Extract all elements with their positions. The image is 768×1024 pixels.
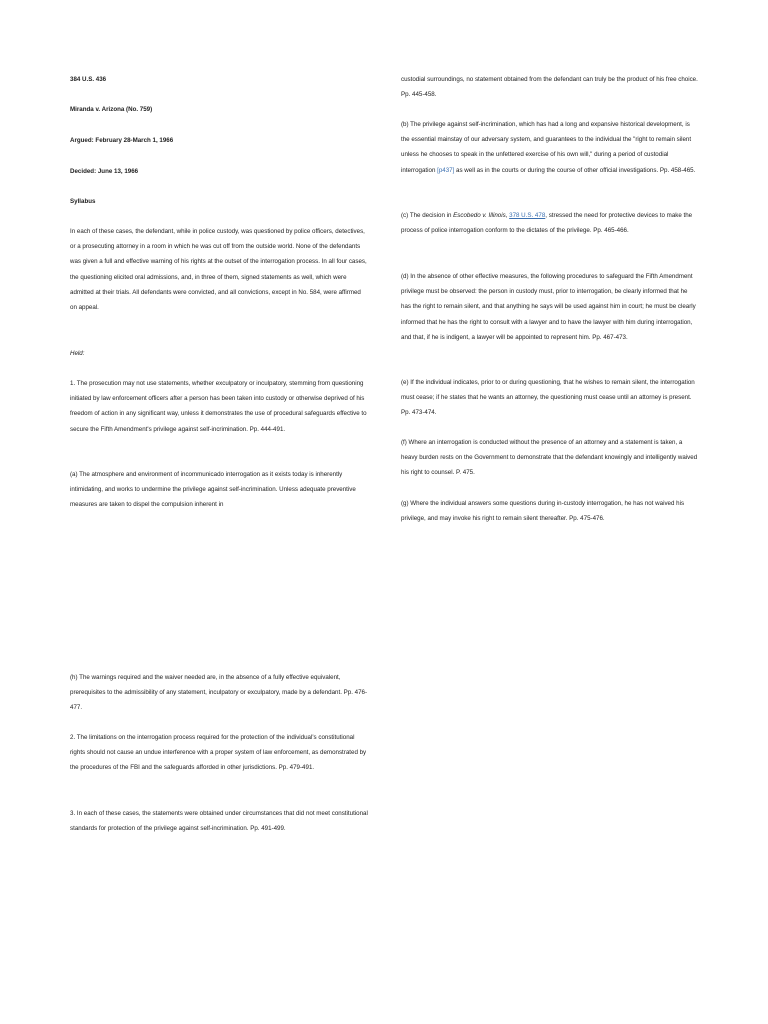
- point-d: (d) In the absence of other effective measures, the following procedures to safeguard the Fifth Amendment privilege must be observed: the person in custody must, prior to interrogation, be clearly informed that he has the right to remain silent, and that anything he says will be used against him in court; he must be clearly informed that he has the right to consult with a lawyer and to have the lawyer with him during interrogation, and that, if he is indigent, a lawyer will be appointed to represent him. Pp. 467-473.: [401, 273, 696, 341]
- argued-date: Argued: February 28-March 1, 1966: [70, 137, 174, 144]
- point-a-part2: custodial surroundings, no statement obtained from the defendant can truly be the product of his free choice. Pp. 445-458.: [401, 76, 698, 99]
- point-c: [401, 208, 699, 238]
- point-2: 2. The limitations on the interrogation process required for the protection of the individual's constitutional rights should not cause an undue interference with a proper system of law enforcement, as demonstrated by the procedures of the FBI and the safeguards afforded in other jurisdictions. Pp. 479-491.: [70, 734, 367, 772]
- point-e: (e) If the individual indicates, prior to or during questioning, that he wishes to remain silent, the interrogation must cease; if he states that he wants an attorney, the questioning must cease until an attorney is present. Pp. 473-474.: [401, 379, 695, 417]
- point-g: (g) Where the individual answers some questions during in-custody interrogation, he has not waived his privilege, and may invoke his right to remain silent thereafter. Pp. 475-476.: [401, 500, 685, 523]
- point-c-text-end: , stressed the need for protective devices to make the process of police interrogation conform to the dictates of the privilege. Pp. 465-466.: [401, 212, 693, 235]
- citation: 384 U.S. 436: [70, 76, 107, 83]
- point-b-text-end: as well as in the courts or during the course of other official investigations. Pp. 458-465.: [454, 166, 696, 174]
- left-column: [70, 72, 368, 512]
- held-label: Held:: [70, 350, 85, 357]
- point-c-case-name: Escobedo v. Illinois: [453, 212, 506, 219]
- case-link-378-us-478[interactable]: 378 U.S. 478: [509, 212, 546, 219]
- point-c-comma: ,: [505, 212, 510, 219]
- point-b-text: (b) The privilege against self-incrimination, which has had a long and expansive historical development, is the essential mainstay of our adversary system, and guarantees to the individual the "right to remain silent unless he chooses to speak in the unfettered exercise of his own will," during a period of custodial interrogation: [401, 121, 692, 174]
- intro-paragraph: In each of these cases, the defendant, while in police custody, was questioned by police officers, detectives, or a prosecuting attorney in a room in which he was cut off from the outside world. None of the defendants was given a full and effective warning of his rights at the outset of the interrogation process. In all four cases, the questioning elicited oral admissions, and, in three of them, signed statements as well, which were admitted at their trials. All defendants were convicted, and all convictions, except in No. 584, were affirmed on appeal.: [70, 228, 367, 312]
- page-ref-p437[interactable]: [p437]: [437, 166, 455, 174]
- bottom-column: [70, 670, 368, 860]
- point-1: 1. The prosecution may not use statements, whether exculpatory or inculpatory, stemming from questioning initiated by law enforcement officers after a person has been taken into custody or otherwise deprived of his freedom of action in any significant way, unless it demonstrates the use of procedural safeguards effective to secure the Fifth Amendment's privilege against self-incrimination. Pp. 444-491.: [70, 380, 367, 433]
- case-name: Miranda v. Arizona (No. 759): [70, 106, 153, 113]
- right-column: [401, 72, 699, 542]
- syllabus-heading: Syllabus: [70, 198, 96, 205]
- point-b: [401, 117, 699, 178]
- point-a-part1: (a) The atmosphere and environment of incommunicado interrogation as it exists today is inherently intimidating, and works to undermine the privilege against self-incrimination. Unless adequate preventive measures are taken to dispel the compulsion inherent in: [70, 471, 356, 509]
- point-c-text: (c) The decision in: [401, 212, 454, 219]
- point-3: 3. In each of these cases, the statements were obtained under circumstances that did not meet constitutional standards for protection of the privilege against self-incrimination. Pp. 491-499.: [70, 810, 368, 833]
- point-f: (f) Where an interrogation is conducted without the presence of an attorney and a statement is taken, a heavy burden rests on the Government to demonstrate that the defendant knowingly and intelligently waived his right to counsel. P. 475.: [401, 439, 698, 477]
- point-h: (h) The warnings required and the waiver needed are, in the absence of a fully effective equivalent, prerequisites to the admissibility of any statement, inculpatory or exculpatory, made by a defendant. Pp. 476-477.: [70, 674, 368, 712]
- decided-date: Decided: June 13, 1966: [70, 168, 139, 175]
